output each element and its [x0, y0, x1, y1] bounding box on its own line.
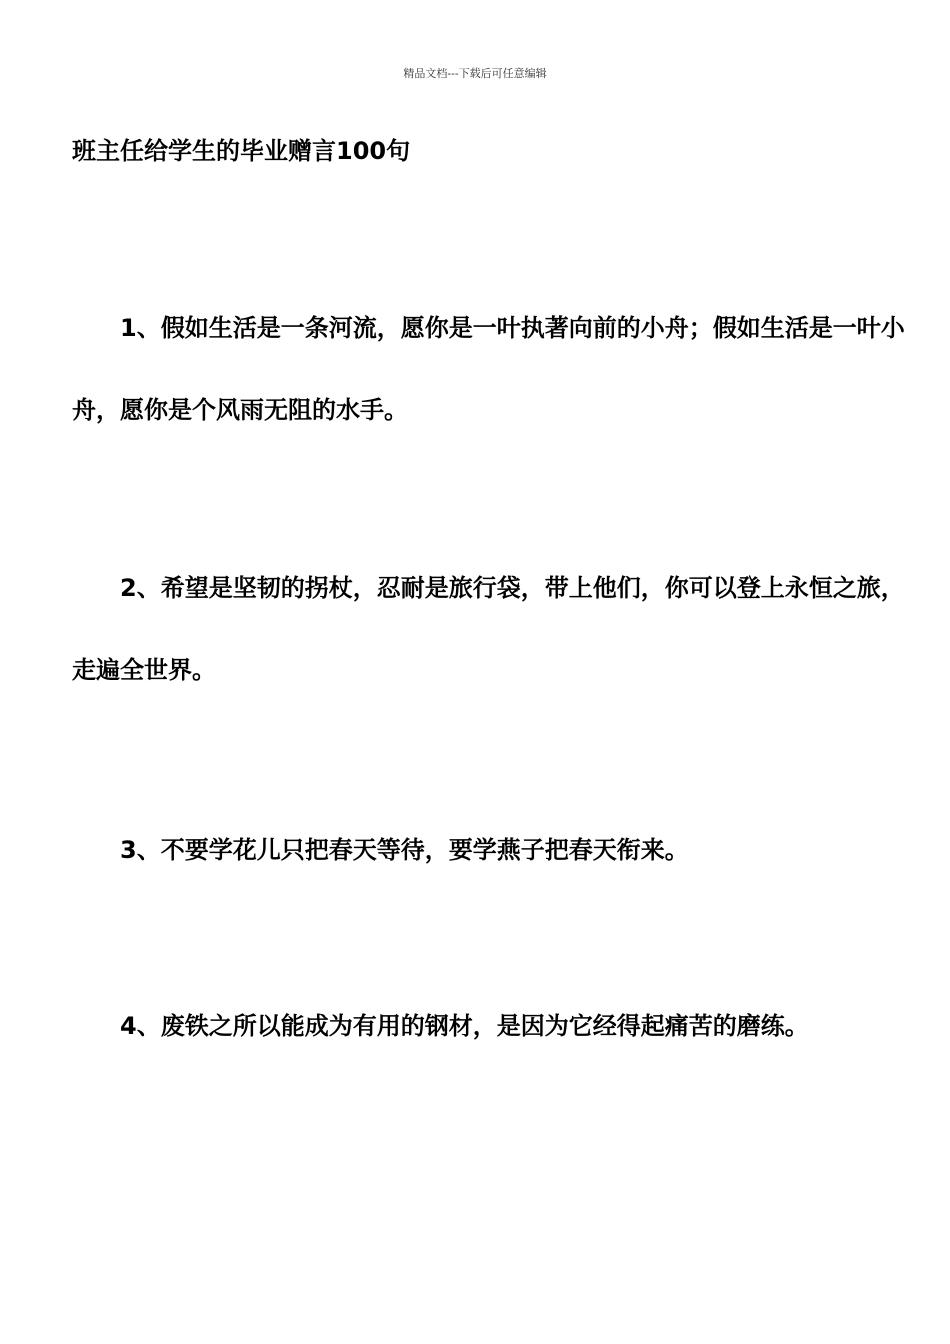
- quote-paragraph-3: 3、不要学花儿只把春天等待，要学燕子把春天衔来。: [120, 836, 689, 864]
- quote-paragraph-2: 2、希望是坚韧的拐杖，忍耐是旅行袋，带上他们，你可以登上永恒之旅，走遍全世界。: [72, 574, 905, 684]
- document-title: 班主任给学生的毕业赠言100句: [72, 137, 411, 165]
- quote-paragraph-4: 4、废铁之所以能成为有用的钢材，是因为它经得起痛苦的磨练。: [120, 1012, 809, 1040]
- page-header: 精品文档---下载后可任意编辑: [403, 67, 547, 80]
- quote-paragraph-1: 1、假如生活是一条河流，愿你是一叶执著向前的小舟；假如生活是一叶小舟，愿你是个风雨无阻的水手。: [72, 314, 905, 424]
